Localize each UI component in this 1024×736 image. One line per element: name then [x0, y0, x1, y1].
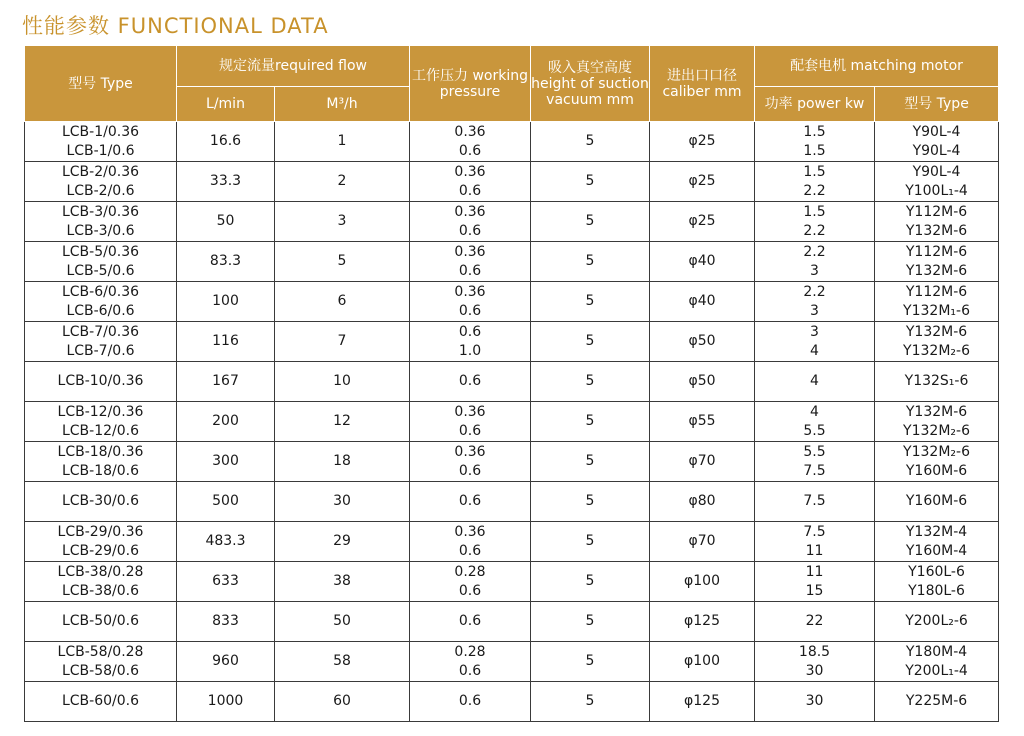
cell-m3h: 10: [275, 362, 410, 402]
cell-suction: 5: [531, 562, 650, 602]
cell-power-line: 30: [805, 693, 824, 709]
cell-type-line: LCB-12/0.36: [57, 403, 144, 420]
cell-power-line: 7.5: [803, 462, 826, 479]
cell-motor-line: Y180L-6: [908, 582, 965, 599]
cell-caliber: φ50: [650, 322, 755, 362]
cell-pressure-line: 0.6: [458, 542, 482, 559]
cell-motor-line: Y132M-4: [905, 523, 968, 540]
cell-pressure: [410, 682, 531, 722]
cell-pressure: [410, 362, 531, 402]
header-required-flow: 规定流量required flow: [177, 46, 410, 87]
cell-pressure: [410, 602, 531, 642]
cell-pressure-line: 0.6: [458, 142, 482, 159]
cell-motor: [875, 682, 999, 722]
cell-power: [755, 482, 875, 522]
cell-motor-line: Y100L₁-4: [905, 182, 968, 199]
cell-type: [25, 202, 177, 242]
table-row: [25, 682, 999, 722]
cell-type: [25, 442, 177, 482]
cell-power-line: 4: [810, 403, 819, 420]
cell-power-line: 3: [810, 302, 819, 319]
cell-power-line: 11: [805, 542, 824, 559]
cell-m3h: 12: [275, 402, 410, 442]
cell-lmin: 500: [177, 482, 275, 522]
cell-pressure-line: 0.36: [454, 243, 486, 260]
cell-caliber: φ50: [650, 362, 755, 402]
cell-caliber: φ55: [650, 402, 755, 442]
cell-suction: 5: [531, 362, 650, 402]
cell-suction: 5: [531, 682, 650, 722]
cell-motor-line: Y180M-4: [905, 643, 968, 660]
cell-pressure-line: 0.36: [454, 523, 486, 540]
cell-type: [25, 602, 177, 642]
table-row: [25, 602, 999, 642]
cell-pressure: [410, 482, 531, 522]
cell-motor-line: Y132M₂-6: [903, 422, 970, 439]
cell-type: [25, 642, 177, 682]
cell-m3h: 18: [275, 442, 410, 482]
cell-type-line: LCB-3/0.36: [61, 203, 140, 220]
cell-pressure-line: 0.6: [458, 582, 482, 599]
cell-m3h: 3: [275, 202, 410, 242]
cell-pressure: [410, 242, 531, 282]
cell-motor-line: Y200L₂-6: [905, 613, 968, 629]
cell-pressure-line: 0.36: [454, 163, 486, 180]
cell-suction: 5: [531, 282, 650, 322]
cell-lmin: 33.3: [177, 162, 275, 202]
cell-motor: [875, 202, 999, 242]
cell-type-line: LCB-18/0.6: [61, 462, 140, 479]
cell-pressure-line: 0.6: [458, 693, 482, 709]
cell-pressure: [410, 442, 531, 482]
cell-power: [755, 322, 875, 362]
cell-lmin: 833: [177, 602, 275, 642]
cell-power-line: 15: [805, 582, 824, 599]
cell-pressure-line: 0.6: [458, 493, 482, 509]
cell-pressure-line: 0.6: [458, 662, 482, 679]
cell-pressure: [410, 322, 531, 362]
cell-type-line: LCB-3/0.6: [66, 222, 135, 239]
cell-power: [755, 402, 875, 442]
cell-power-line: 18.5: [798, 643, 831, 660]
cell-power: [755, 162, 875, 202]
cell-pressure-line: 0.6: [458, 422, 482, 439]
cell-suction: 5: [531, 242, 650, 282]
cell-power-line: 2.2: [803, 243, 826, 260]
cell-motor-line: Y132M-6: [905, 403, 968, 420]
cell-suction: 5: [531, 602, 650, 642]
cell-type-line: LCB-29/0.6: [61, 542, 140, 559]
cell-motor-line: Y132M₂-6: [903, 342, 970, 359]
table-row: [25, 442, 999, 482]
cell-power-line: 5.5: [803, 422, 826, 439]
header-working-pressure: 工作压力 working pressure: [410, 46, 531, 122]
cell-type: [25, 282, 177, 322]
cell-lmin: 1000: [177, 682, 275, 722]
cell-motor: [875, 162, 999, 202]
cell-power: [755, 202, 875, 242]
cell-pressure-line: 0.6: [458, 302, 482, 319]
cell-power-line: 4: [810, 342, 819, 359]
cell-type-line: LCB-60/0.6: [61, 693, 140, 709]
cell-caliber: φ70: [650, 522, 755, 562]
cell-pressure-line: 0.36: [454, 123, 486, 140]
cell-lmin: 200: [177, 402, 275, 442]
cell-pressure-line: 0.28: [454, 563, 486, 580]
cell-pressure-line: 0.28: [454, 643, 486, 660]
table-row: [25, 162, 999, 202]
cell-caliber: φ25: [650, 162, 755, 202]
cell-motor-line: Y90L-4: [912, 163, 961, 180]
cell-pressure-line: 0.36: [454, 403, 486, 420]
cell-power-line: 7.5: [803, 493, 826, 509]
cell-motor: [875, 522, 999, 562]
header-power: 功率 power kw: [755, 87, 875, 122]
cell-motor-line: Y132M-6: [905, 222, 968, 239]
cell-lmin: 50: [177, 202, 275, 242]
cell-power-line: 1.5: [803, 123, 826, 140]
cell-lmin: 116: [177, 322, 275, 362]
header-m3h: M³/h: [275, 87, 410, 122]
cell-motor: [875, 362, 999, 402]
header-matching-motor: 配套电机 matching motor: [755, 46, 999, 87]
table-row: [25, 242, 999, 282]
cell-caliber: φ25: [650, 202, 755, 242]
cell-lmin: 100: [177, 282, 275, 322]
cell-pressure-line: 0.6: [458, 262, 482, 279]
cell-type-line: LCB-58/0.6: [61, 662, 140, 679]
cell-type-line: LCB-1/0.36: [61, 123, 140, 140]
cell-m3h: 58: [275, 642, 410, 682]
cell-pressure-line: 0.6: [458, 373, 482, 389]
cell-pressure-line: 0.6: [458, 462, 482, 479]
cell-motor: [875, 402, 999, 442]
cell-m3h: 2: [275, 162, 410, 202]
cell-motor-line: Y132M₁-6: [903, 302, 970, 319]
cell-type-line: LCB-7/0.36: [61, 323, 140, 340]
cell-pressure-line: 1.0: [458, 342, 482, 359]
cell-caliber: φ100: [650, 562, 755, 602]
cell-m3h: 60: [275, 682, 410, 722]
cell-power: [755, 442, 875, 482]
cell-suction: 5: [531, 642, 650, 682]
cell-power: [755, 362, 875, 402]
cell-power: [755, 602, 875, 642]
cell-pressure: [410, 162, 531, 202]
cell-motor-line: Y160M-4: [905, 542, 968, 559]
cell-pressure-line: 0.36: [454, 203, 486, 220]
cell-motor: [875, 482, 999, 522]
cell-pressure-line: 0.6: [458, 613, 482, 629]
cell-lmin: 633: [177, 562, 275, 602]
cell-power-line: 11: [805, 563, 824, 580]
table-row: [25, 522, 999, 562]
table-row: [25, 202, 999, 242]
cell-lmin: 960: [177, 642, 275, 682]
cell-type-line: LCB-38/0.28: [57, 563, 144, 580]
cell-m3h: 50: [275, 602, 410, 642]
cell-type-line: LCB-6/0.36: [61, 283, 140, 300]
cell-type: [25, 402, 177, 442]
cell-caliber: φ100: [650, 642, 755, 682]
cell-suction: 5: [531, 322, 650, 362]
cell-m3h: 29: [275, 522, 410, 562]
cell-motor-line: Y112M-6: [905, 243, 968, 260]
cell-motor-line: Y132M-6: [905, 262, 968, 279]
cell-motor-line: Y225M-6: [905, 693, 968, 709]
cell-motor-line: Y160M-6: [905, 493, 968, 509]
cell-type: [25, 682, 177, 722]
cell-suction: 5: [531, 162, 650, 202]
table-row: [25, 282, 999, 322]
cell-motor: [875, 322, 999, 362]
table-row: [25, 482, 999, 522]
cell-caliber: φ25: [650, 122, 755, 162]
cell-type: [25, 322, 177, 362]
cell-type-line: LCB-38/0.6: [61, 582, 140, 599]
cell-motor: [875, 122, 999, 162]
cell-suction: 5: [531, 442, 650, 482]
cell-motor-line: Y132M₂-6: [903, 443, 970, 460]
cell-lmin: 483.3: [177, 522, 275, 562]
cell-power-line: 1.5: [803, 203, 826, 220]
table-row: [25, 402, 999, 442]
cell-motor-line: Y90L-4: [912, 123, 961, 140]
cell-type-line: LCB-58/0.28: [57, 643, 144, 660]
cell-suction: 5: [531, 402, 650, 442]
table-row: [25, 562, 999, 602]
cell-motor: [875, 642, 999, 682]
cell-type-line: LCB-12/0.6: [61, 422, 140, 439]
cell-type: [25, 122, 177, 162]
cell-type-line: LCB-29/0.36: [57, 523, 144, 540]
cell-power-line: 3: [810, 323, 819, 340]
table-row: [25, 122, 999, 162]
cell-pressure-line: 0.36: [454, 283, 486, 300]
cell-caliber: φ70: [650, 442, 755, 482]
table-body: [25, 122, 999, 722]
header-motor-type: 型号 Type: [875, 87, 999, 122]
cell-pressure: [410, 642, 531, 682]
functional-data-table: [24, 45, 999, 722]
cell-type-line: LCB-5/0.6: [66, 262, 135, 279]
cell-type-line: LCB-30/0.6: [61, 493, 140, 509]
header-type: 型号 Type: [25, 46, 177, 122]
cell-type: [25, 162, 177, 202]
table-row: [25, 322, 999, 362]
cell-motor: [875, 242, 999, 282]
cell-pressure: [410, 282, 531, 322]
cell-motor-line: Y160M-6: [905, 462, 968, 479]
cell-power: [755, 122, 875, 162]
header-caliber: 进出口口径 caliber mm: [650, 46, 755, 122]
cell-motor: [875, 602, 999, 642]
cell-type-line: LCB-50/0.6: [61, 613, 140, 629]
cell-m3h: 38: [275, 562, 410, 602]
cell-type: [25, 362, 177, 402]
cell-power: [755, 682, 875, 722]
table-row: [25, 642, 999, 682]
cell-power-line: 3: [810, 262, 819, 279]
cell-power-line: 22: [805, 613, 824, 629]
cell-pressure: [410, 562, 531, 602]
cell-power: [755, 642, 875, 682]
cell-lmin: 16.6: [177, 122, 275, 162]
table-row: [25, 362, 999, 402]
cell-caliber: φ40: [650, 242, 755, 282]
cell-m3h: 1: [275, 122, 410, 162]
cell-type: [25, 242, 177, 282]
cell-suction: 5: [531, 522, 650, 562]
cell-pressure: [410, 522, 531, 562]
cell-type: [25, 562, 177, 602]
cell-lmin: 83.3: [177, 242, 275, 282]
cell-lmin: 300: [177, 442, 275, 482]
cell-motor-line: Y90L-4: [912, 142, 961, 159]
header-suction-vacuum: 吸入真空高度 height of suction vacuum mm: [531, 46, 650, 122]
cell-power-line: 1.5: [803, 142, 826, 159]
cell-caliber: φ125: [650, 682, 755, 722]
cell-suction: 5: [531, 482, 650, 522]
cell-m3h: 7: [275, 322, 410, 362]
cell-power-line: 2.2: [803, 283, 826, 300]
cell-type-line: LCB-10/0.36: [57, 373, 144, 389]
cell-motor-line: Y112M-6: [905, 283, 968, 300]
cell-pressure-line: 0.6: [458, 182, 482, 199]
cell-pressure: [410, 122, 531, 162]
cell-caliber: φ40: [650, 282, 755, 322]
cell-power-line: 30: [805, 662, 824, 679]
cell-type: [25, 482, 177, 522]
cell-pressure-line: 0.36: [454, 443, 486, 460]
cell-power-line: 5.5: [803, 443, 826, 460]
cell-power: [755, 522, 875, 562]
cell-suction: 5: [531, 122, 650, 162]
functional-data-table-wrap: [24, 45, 998, 722]
cell-power: [755, 282, 875, 322]
cell-type-line: LCB-1/0.6: [66, 142, 135, 159]
cell-motor: [875, 282, 999, 322]
page-title: 性能参数 FUNCTIONAL DATA: [22, 14, 329, 38]
cell-motor: [875, 562, 999, 602]
cell-power-line: 7.5: [803, 523, 826, 540]
cell-motor-line: Y132M-6: [905, 323, 968, 340]
cell-type-line: LCB-2/0.36: [61, 163, 140, 180]
cell-power-line: 1.5: [803, 163, 826, 180]
cell-pressure: [410, 402, 531, 442]
cell-suction: 5: [531, 202, 650, 242]
cell-power-line: 4: [810, 373, 819, 389]
cell-m3h: 5: [275, 242, 410, 282]
cell-motor-line: Y200L₁-4: [905, 662, 968, 679]
cell-power-line: 2.2: [803, 222, 826, 239]
cell-power: [755, 562, 875, 602]
cell-type-line: LCB-6/0.6: [66, 302, 135, 319]
cell-caliber: φ80: [650, 482, 755, 522]
cell-m3h: 6: [275, 282, 410, 322]
cell-power: [755, 242, 875, 282]
cell-pressure-line: 0.6: [458, 323, 482, 340]
cell-type-line: LCB-2/0.6: [66, 182, 135, 199]
cell-motor-line: Y132S₁-6: [904, 373, 969, 389]
cell-power-line: 2.2: [803, 182, 826, 199]
cell-pressure: [410, 202, 531, 242]
cell-type-line: LCB-18/0.36: [57, 443, 144, 460]
cell-motor-line: Y112M-6: [905, 203, 968, 220]
cell-motor: [875, 442, 999, 482]
cell-motor-line: Y160L-6: [908, 563, 965, 580]
cell-m3h: 30: [275, 482, 410, 522]
cell-type-line: LCB-5/0.36: [61, 243, 140, 260]
cell-caliber: φ125: [650, 602, 755, 642]
cell-lmin: 167: [177, 362, 275, 402]
cell-type-line: LCB-7/0.6: [66, 342, 135, 359]
cell-type: [25, 522, 177, 562]
cell-pressure-line: 0.6: [458, 222, 482, 239]
header-lmin: L/min: [177, 87, 275, 122]
